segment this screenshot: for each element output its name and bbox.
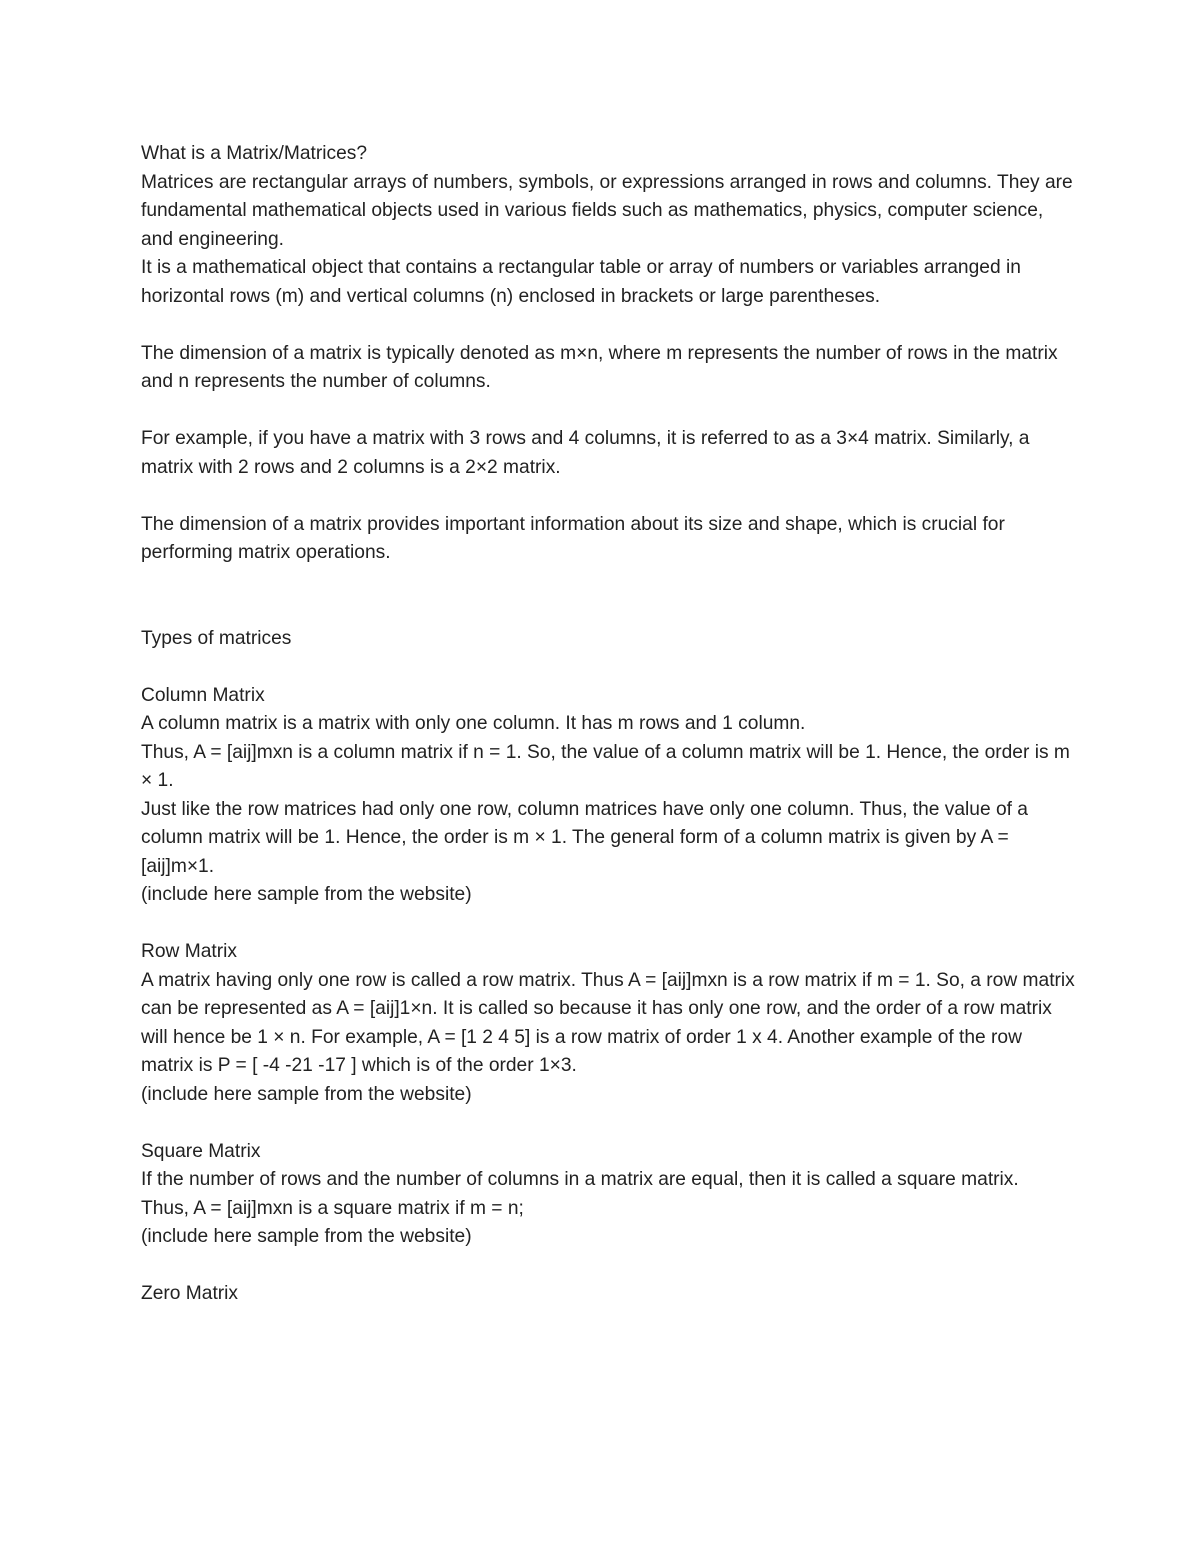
note-column-sample: (include here sample from the website) — [141, 884, 472, 905]
paragraph-example: For example, if you have a matrix with 3 rows and 4 columns, it is referred to as a 3×4 matrix. Similarly, a matrix with 2 rows and 2 columns is a 2×2 matrix. — [141, 428, 1035, 478]
paragraph-dimension: The dimension of a matrix is typically denoted as m×n, where m represents the number of rows in the matrix and n represents the number of columns. — [141, 342, 1063, 392]
paragraph-dimension-importance: The dimension of a matrix provides important information about its size and shape, which is crucial for performing matrix operations. — [141, 513, 1011, 563]
subheading-column-matrix: Column Matrix — [141, 684, 265, 706]
spacer — [141, 397, 1076, 426]
paragraph-column-order: Thus, A = [aij]mxn is a column matrix if n = 1. So, the value of a column matrix will be 1. Hence, the order is m × 1. — [141, 741, 1076, 791]
note-square-sample: (include here sample from the website) — [141, 1226, 472, 1247]
paragraph-column-definition: A column matrix is a matrix with only one column. It has m rows and 1 column. — [141, 713, 806, 734]
document-body — [141, 140, 1081, 1309]
paragraph-mathematical-object: It is a mathematical object that contains a rectangular table or array of numbers or variables arranged in horizontal rows (m) and vertical columns (n) enclosed in brackets or large parentheses. — [141, 257, 1027, 307]
spacer — [141, 653, 1076, 682]
section-heading-types: Types of matrices — [141, 627, 292, 649]
paragraph-row-definition: A matrix having only one row is called a row matrix. Thus A = [aij]mxn is a row matrix if m = 1. So, a row matrix can be represented as A = [aij]1×n. It is called so because it has only one row, and the order of a row matrix will hence be 1 × n. For example, A = [1 2 4 5] is a row matrix of order 1 x 4. Another example of the row matrix is P = [ -4 -21 -17 ] which is of the order 1×3. — [141, 969, 1081, 1076]
subheading-square-matrix: Square Matrix — [141, 1140, 261, 1162]
spacer — [141, 568, 1076, 625]
spacer — [141, 482, 1076, 511]
spacer — [141, 1252, 1076, 1281]
spacer — [141, 1109, 1076, 1138]
subheading-row-matrix: Row Matrix — [141, 941, 237, 962]
spacer — [141, 311, 1076, 340]
section-heading-what-is-matrix: What is a Matrix/Matrices? — [141, 143, 368, 164]
paragraph-definition: Matrices are rectangular arrays of numbers, symbols, or expressions arranged in rows and columns. They are fundamental mathematical objects used in various fields such as mathematics, physics, computer science, and engineering. — [141, 171, 1079, 250]
paragraph-square-condition: Thus, A = [aij]mxn is a square matrix if m = n; — [141, 1197, 524, 1219]
paragraph-square-definition: If the number of rows and the number of columns in a matrix are equal, then it is called a square matrix. — [141, 1169, 1019, 1190]
spacer — [141, 910, 1076, 939]
paragraph-column-general-form: Just like the row matrices had only one row, column matrices have only one column. Thus, the value of a column matrix will be 1. Hence, the order is m × 1. The general form of a column matrix is given by A = [aij]m×1. — [141, 798, 1034, 877]
note-row-sample: (include here sample from the website) — [141, 1083, 472, 1105]
subheading-zero-matrix: Zero Matrix — [141, 1283, 239, 1304]
